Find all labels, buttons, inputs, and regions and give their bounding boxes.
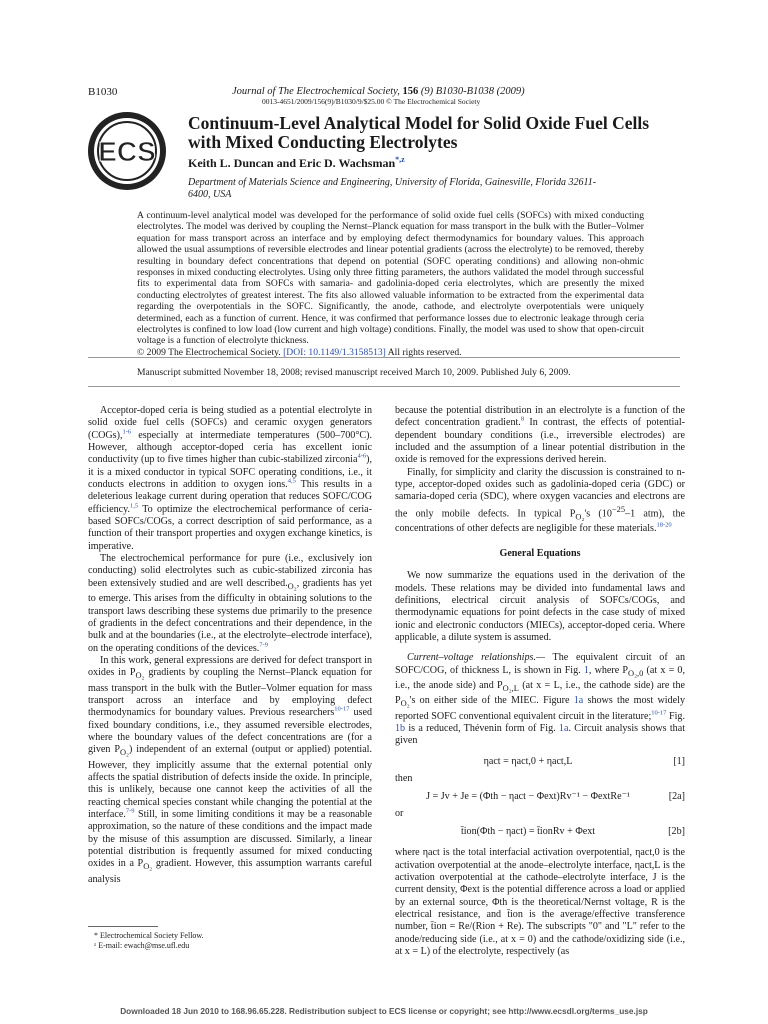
- reference-link[interactable]: 8: [520, 415, 525, 423]
- doi-link[interactable]: [DOI: 10.1149/1.3158513]: [283, 346, 386, 358]
- issn-line: 0013-4651/2009/156(9)/B1030/9/$25.00 © The Electrochemical Society: [262, 97, 481, 106]
- reference-link[interactable]: 7-9: [125, 807, 135, 815]
- paragraph: [395, 652, 685, 747]
- text-run: In this work, general expressions are derived for defect transport in oxides in P: [88, 654, 372, 679]
- subscript: O₂: [400, 699, 410, 709]
- paragraph: [395, 467, 685, 536]
- authors: [188, 155, 405, 171]
- equation-2b: [395, 826, 685, 843]
- equation-2a: [395, 791, 685, 808]
- text-run: The electrochemical performance for pure (i.e., exclusively ion conducting) solid electrolytes such as cubic-stabilized zirconia has been extensively studied and are well described.: [88, 553, 372, 589]
- abstract-text: A continuum-level analytical model was developed for the performance of solid oxide fuel cells (SOFCs) with mixed conducting electrolytes. The model was derived by coupling the Nernst–Planck equation for mass transport in the bulk with the Butler–Volmer equation for mass transport across an interface and by employing defect thermodynamics for boundary values. This approach allowed the usual assumptions of reversible electrodes and linear potential gradients (across the electrolyte) to be removed, thereby resulting in boundary defect concentrations that depend on potential (SOFC operating conditions) and allowing non-ohmic responses in mixed conducting electrolytes. Using only three fitting parameters, the authors validated the model through successful fits to experimental data from SOFCs with samaria- and gadolinia-doped ceria electrolytes, which are presently the mixed conducting electrolytes of greatest interest. The fits also allowed valuable information to be extracted from the experimental data regarding the overpotentials in the SOFC. Significantly, the anode, cathode, and electrolyte overpotentials were uniquely determined, each as a function of current. Hence, it was confirmed that performance losses due to electronic leakage through ceria electrolytes is confined to low load (low current and high voltage) conditions. Finally, the model was used to show that open-circuit voltage is a function of electrolyte thickness.: [137, 210, 644, 347]
- paragraph: where ηact is the total interfacial activation overpotential, ηact,0 is the activation overpotential at the anode–electrolyte interface, ηact,L is the activation overpotential at the cathode–electrolyte interface, J is the current density, Φext is the potential difference across a load or applied by an external source, Φth is the theoretical/Nernst voltage, R is the electrical resistance, and t̄ion is the average/effective transference number, t̄ion = Re/(Rion + Re). The subscripts "0" and "L" refer to the anode/reducing side (i.e., at x = 0) and the cathode/oxidizing side (i.e., at x = L) of the electrolyte, respectively (as: [395, 847, 685, 958]
- connector-text: or: [395, 808, 404, 820]
- ecs-logo: [86, 110, 168, 192]
- divider: [88, 357, 680, 358]
- text-run: especially at intermediate temperatures (500–700°C). However, although acceptor-doped ceria has excellent ionic conductivity (up to five times higher than cubic-stabilized zirconia: [88, 429, 372, 466]
- paragraph: [395, 405, 685, 467]
- footnote-email[interactable]: ᶻ E-mail: ewach@mse.ufl.edu: [94, 941, 190, 950]
- text-run: (at x = L, i.e., the cathode side) are the P: [395, 679, 685, 707]
- text-run: , where P: [588, 664, 629, 676]
- paragraph: [88, 655, 372, 886]
- author-names: Keith L. Duncan and Eric D. Wachsman: [188, 156, 396, 170]
- subsection-lead: Current–voltage relationships.—: [407, 652, 545, 664]
- reference-link[interactable]: 1-6: [122, 428, 132, 436]
- subscript: O₂: [119, 748, 129, 758]
- abstract-copyright: © 2009 The Electrochemical Society.: [137, 346, 281, 358]
- reference-link[interactable]: 7-9: [259, 641, 268, 649]
- text-run: gradient. However, this assumption warrants careful analysis: [88, 858, 372, 885]
- figure-link[interactable]: 1: [583, 664, 589, 676]
- journal-name: Journal of The Electrochemical Society,: [232, 86, 400, 97]
- text-run: gradients by coupling the Nernst–Planck equation for mass transport in the bulk with the Butler–Volmer equation for mass transport across an interface and by employing defect thermodynamics for boundary values. Previous researchers: [88, 667, 372, 719]
- subscript: O₂,L: [502, 683, 519, 693]
- page-number: B1030: [88, 86, 118, 98]
- paragraph: [88, 553, 372, 655]
- text-run: , gradients has yet to emerge. This arises from the difficulty in obtaining solutions to the transport laws describing these systems due primarily to the presence of gradients in the defect concentrations and their dependence, in the bulk and at the boundaries (i.e., at the electrolyte–electrode interface), on the operating conditions of the devices.: [88, 577, 372, 654]
- right-column: [395, 405, 685, 958]
- section-heading: General Equations: [499, 547, 581, 559]
- equation-formula: ηact = ηact,0 + ηact,L: [483, 755, 573, 767]
- journal-citation: [232, 86, 742, 97]
- text-run: 's (10: [584, 508, 612, 520]
- reference-link[interactable]: 4,5: [287, 477, 296, 485]
- text-run: Finally, for simplicity and clarity the discussion is constrained to n-type, acceptor-doped oxides such as gadolinia-doped ceria (GDC) or samaria-doped ceria (SDC), where oxygen vacancies and electrons are the only mobile defects. In typical P: [395, 466, 685, 520]
- figure-link[interactable]: 1b: [395, 722, 406, 734]
- text-run: To optimize the electrochemical performance of ceria-based SOFCs/COGs, a correct description of said performance, as a function of their transport properties and oxygen exchange kinetics, is imperative.: [88, 503, 372, 552]
- footnote-fellow: * Electrochemical Society Fellow.: [94, 931, 204, 940]
- abstract-rights: All rights reserved.: [387, 346, 462, 358]
- affiliation: Department of Materials Science and Engineering, University of Florida, Gainesville, Florida 32611-6400, USA: [188, 177, 597, 200]
- text-run: Acceptor-doped ceria is being studied as a potential electrolyte in solid oxide fuel cells (SOFCs) and ceramic oxygen generators (COGs),: [88, 405, 372, 441]
- text-run: because the potential distribution in an electrolyte is a function of the defect concentration gradient.: [395, 405, 685, 429]
- text-run: . Circuit analysis shows that given: [395, 722, 685, 747]
- text-run: 's on either side of the MIEC. Figure: [409, 695, 574, 707]
- subscript: O₂: [143, 862, 153, 872]
- text-run: Fig.: [666, 710, 685, 722]
- subscript: O₂: [575, 512, 585, 522]
- abstract: [137, 210, 644, 358]
- author-marks[interactable]: *,z: [395, 155, 405, 164]
- divider: [88, 386, 680, 387]
- text-run: This results in a deleterious leakage current during operation that reduces SOFC/COG efficiency.: [88, 479, 372, 515]
- text-run: (at x = 0, i.e., the anode side) and P: [395, 664, 685, 691]
- reference-link[interactable]: 10-17: [334, 705, 350, 713]
- text-run: used fixed boundary conditions, i.e., they assumed reversible electrodes, where the boundary values of the defect concentrations are (for a given P: [88, 707, 372, 756]
- equation-number: [1]: [673, 755, 685, 767]
- left-column: [88, 405, 372, 886]
- logo-text: ECS: [98, 136, 156, 167]
- reference-link[interactable]: 1,5: [130, 502, 139, 510]
- text-run: shows the most widely reported SOFC conventional equivalent circuit in the literature;: [395, 695, 685, 722]
- figure-link[interactable]: 1a: [558, 722, 569, 734]
- text-run: is a reduced, Thévenin form of Fig.: [405, 722, 559, 734]
- figure-link[interactable]: 1a: [573, 695, 584, 707]
- subscript: O₂: [135, 671, 145, 681]
- reference-link[interactable]: 4-6: [357, 453, 367, 461]
- paragraph: We now summarize the equations used in the derivation of the models. These relations may be divided into fundamental laws and definitions, electrical circuit analysis of SOFCs/COGs, and thermodynamic equations for point defects in the case study of mixed ionic and electronic conductors (MIECs), acceptor-doped ceria. Where applicable, a dilute system is assumed.: [395, 570, 685, 643]
- reference-link[interactable]: 10-17: [651, 709, 667, 717]
- connector-text: then: [395, 772, 413, 784]
- journal-issue-pages: (9) B1030-B1038 (2009): [420, 86, 525, 97]
- text-run: ) independent of an external (output or applied) potential. However, they implicitly assume that the external potential only affects the spatial distribution of defects inside the oxide. In principle, this is unlikely, because one cannot keep the activities of all the reacting chemical species constant while changing the potential at the interface.: [88, 744, 373, 821]
- subscript: O₂: [287, 581, 297, 591]
- equation-number: [2a]: [668, 791, 685, 803]
- equation-formula: J = Jv + Je = (Φth − ηact − Φext)Rv⁻¹ − ΦextRe⁻¹: [426, 791, 630, 803]
- text-run: The equivalent circuit of an SOFC/COG, of thickness L, is shown in Fig.: [395, 652, 685, 676]
- text-run: In contrast, the effects of potential-dependent boundary conditions (i.e., irreversible electrodes) are included and the assumption of a linear potential distribution in the oxide is removed for the expressions derived herein.: [395, 417, 686, 466]
- equation-1: [395, 756, 685, 773]
- superscript: −25: [611, 504, 626, 514]
- footnote-divider: [88, 926, 158, 927]
- article-title: Continuum-Level Analytical Model for Solid Oxide Fuel Cells with Mixed Conducting Electrolytes: [188, 113, 650, 152]
- footnotes: [94, 931, 204, 951]
- text-run: –1 atm), the concentrations of other defects are negligible for these materials.: [395, 508, 685, 535]
- download-notice[interactable]: Downloaded 18 Jun 2010 to 168.96.65.228. Redistribution subject to ECS license or copyright; see http://www.ecsdl.org/terms_use.jsp: [120, 1006, 648, 1016]
- reference-link[interactable]: 18-20: [656, 522, 672, 530]
- manuscript-note: Manuscript submitted November 18, 2008; revised manuscript received March 10, 2009. Published July 6, 2009.: [137, 367, 571, 378]
- journal-volume: 156: [402, 86, 419, 97]
- paragraph: [88, 405, 372, 553]
- subscript: O₂,0: [628, 668, 644, 678]
- equation-formula: t̄ion(Φth − ηact) = t̄ionRv + Φext: [460, 826, 596, 838]
- text-run: Still, in some limiting conditions it may be a reasonable approximation, so the nature of these conditions and the impact made by the misuse of this assumption are discussed. Similarly, a linear potential distribution is frequently assumed for mixed conducting oxides in a P: [88, 809, 372, 870]
- equation-number: [2b]: [668, 826, 685, 838]
- text-run: ), it is a mixed conductor in typical SOFC operating conditions, i.e., it conducts electrons in addition to oxygen ions.: [88, 454, 372, 491]
